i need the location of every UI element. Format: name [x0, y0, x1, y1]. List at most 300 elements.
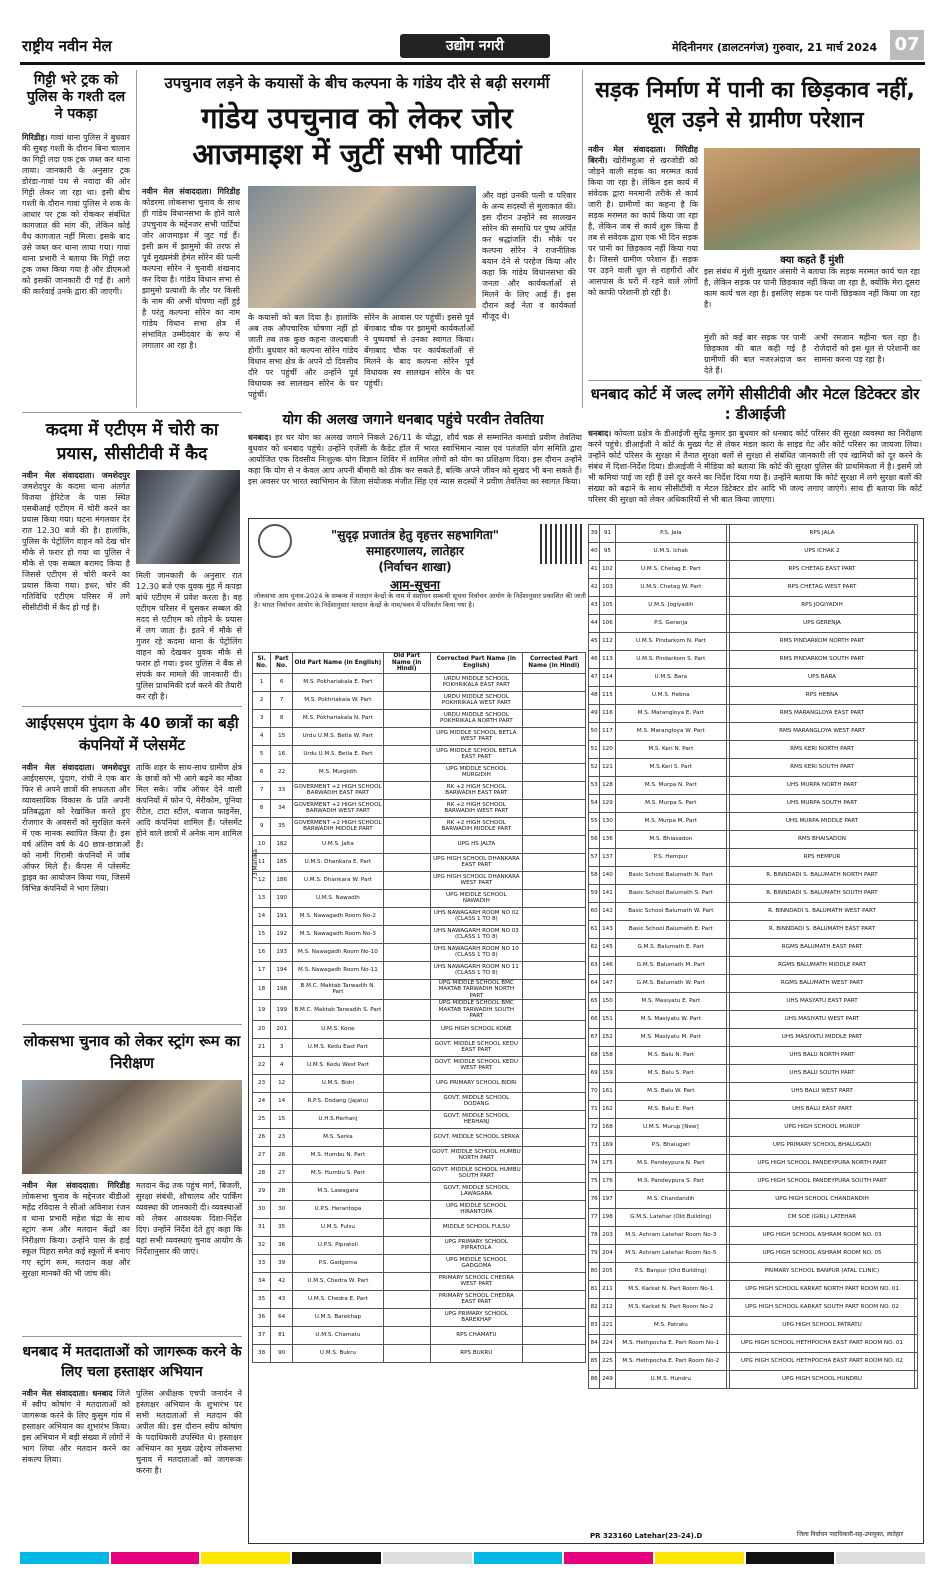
table-cell: U.P.S. Pipratoli	[293, 1236, 383, 1254]
table-cell	[914, 1191, 917, 1209]
gandey-col2: के कयासों को बल दिया है। हालांकि अब तक औपचारिक घोषणा नहीं हो जाती तब तक कुछ कहना जल्दबाजी होगी। बुधवार को कल्पना सोरेन गांडेय विधान सभा क्षेत्र के अपने दो दिवसीय दौरे पर पहुंचीं और उन्होंने पूर्व विधायक स्व सालखन सोरेन के घर पहुंचीं।	[248, 313, 358, 399]
table-cell: 194	[271, 961, 293, 979]
table-row	[589, 1083, 918, 1101]
table-cell: 33	[271, 781, 293, 799]
table-cell: UHS MASIYATU MIDDLE PART	[730, 1029, 914, 1047]
table-cell: 22	[271, 763, 293, 781]
table-cell	[914, 669, 917, 687]
table-row	[589, 1101, 918, 1119]
table-cell: U.M.S. Chedra W. Part	[293, 1272, 383, 1290]
table-cell: 130	[600, 813, 615, 831]
table-cell: 14	[253, 907, 271, 925]
table-row	[589, 1191, 918, 1209]
table-cell: 72	[589, 1119, 600, 1137]
table-row	[589, 1173, 918, 1191]
table-cell: 198	[600, 1209, 615, 1227]
table-cell: UPG HIGH SCHOOL PANDEYPURA NORTH PART	[730, 1155, 914, 1173]
table-cell	[522, 817, 585, 835]
table-cell	[383, 1272, 430, 1290]
table-cell: 95	[600, 543, 615, 561]
table-cell	[383, 727, 430, 745]
table-cell: R. BINNDADI S. BALUMATH WEST PART	[730, 903, 914, 921]
table-cell: UPG HIGH SCHOOL PATRATU	[730, 1317, 914, 1335]
table-cell: UPG HIGH SCHOOL DHANKARA EAST PART	[430, 853, 522, 871]
table-cell: RPS CHETAG EAST PART	[730, 561, 914, 579]
table-cell: P.S. Bhalugari	[615, 1137, 726, 1155]
table-cell: UPS ICHAK 2	[730, 543, 914, 561]
table-cell	[914, 1029, 917, 1047]
table-cell: 27	[253, 1146, 271, 1164]
table-cell	[383, 1290, 430, 1308]
table-cell	[914, 561, 917, 579]
table-cell: 38	[253, 1344, 271, 1362]
table-cell: M.S. Karkat N. Part Room No-1	[615, 1281, 726, 1299]
table-cell: 37	[253, 1326, 271, 1344]
gandey-col1	[142, 186, 240, 406]
table-cell: M.S. Masiyatu W. Part	[615, 1011, 726, 1029]
table-cell: 33	[253, 1254, 271, 1272]
table-cell: 78	[589, 1227, 600, 1245]
table-cell	[914, 1299, 917, 1317]
table-cell: 31	[253, 1218, 271, 1236]
vote-awareness-body	[22, 1388, 130, 1538]
table-cell: G.M.S. Balumath E. Part	[615, 939, 726, 957]
table-cell	[383, 871, 430, 889]
table-cell	[383, 979, 430, 1000]
table-cell	[522, 1236, 585, 1254]
table-cell: 193	[271, 943, 293, 961]
table-cell: 64	[589, 975, 600, 993]
table-cell: 41	[589, 561, 600, 579]
table-cell: M.S. Balu W. Part	[615, 1083, 726, 1101]
table-row	[589, 1317, 918, 1335]
atm-body	[22, 470, 130, 702]
road-body	[588, 144, 698, 376]
table-cell: 249	[600, 1371, 615, 1389]
table-cell	[383, 1344, 430, 1362]
table-cell	[522, 1308, 585, 1326]
table-row	[589, 525, 918, 543]
table-cell: 35	[271, 1218, 293, 1236]
notice-column-header: Sl. No.	[253, 653, 271, 674]
table-cell: 211	[600, 1281, 615, 1299]
masthead: राष्ट्रीय नवीन मेल	[22, 37, 112, 55]
table-cell: 3	[271, 1038, 293, 1056]
table-cell	[383, 745, 430, 763]
table-row	[589, 669, 918, 687]
table-cell	[522, 799, 585, 817]
table-cell: 69	[589, 1065, 600, 1083]
table-cell: 55	[589, 813, 600, 831]
table-cell: 56	[589, 831, 600, 849]
notice-table-header	[253, 653, 586, 674]
table-cell: 20	[253, 1020, 271, 1038]
table-row	[253, 853, 586, 871]
table-row	[589, 777, 918, 795]
table-row	[589, 759, 918, 777]
table-cell: 143	[600, 921, 615, 939]
table-cell: M.S. Murpa S. Part	[615, 795, 726, 813]
table-row	[589, 867, 918, 885]
table-cell: M.S. Pandeypura S. Part	[615, 1173, 726, 1191]
table-cell: M.S. Murpa N. Part	[615, 777, 726, 795]
table-cell: GOVT. MIDDLE SCHOOL LAWAGARA	[430, 1182, 522, 1200]
table-cell	[522, 853, 585, 871]
table-cell: 30	[271, 1200, 293, 1218]
table-cell	[383, 1200, 430, 1218]
table-cell: 113	[600, 651, 615, 669]
table-cell: 129	[600, 795, 615, 813]
table-cell: 142	[600, 903, 615, 921]
table-cell: MIDDLE SCHOOL FULSU	[430, 1218, 522, 1236]
section-rule	[588, 380, 922, 381]
table-cell: RK +2 HIGH SCHOOL BARWADIH WEST PART	[430, 799, 522, 817]
table-cell: 159	[600, 1065, 615, 1083]
table-row	[589, 1137, 918, 1155]
table-cell: 40	[589, 543, 600, 561]
table-cell: M.S. Pokhriakala W. Part	[293, 691, 383, 709]
table-cell: 169	[600, 1137, 615, 1155]
table-cell: 81	[589, 1281, 600, 1299]
table-cell: UPG HIGH SCHOOL CHANDANDIH	[730, 1191, 914, 1209]
table-cell: UPG HIGH SCHOOL DHANKARA WEST PART	[430, 871, 522, 889]
table-cell: M.S. Murpa M. Part	[615, 813, 726, 831]
table-cell: 34	[253, 1272, 271, 1290]
iism-lead: नवीन मेल संवाददाता। जमशेदपुर	[22, 763, 130, 772]
table-cell	[914, 831, 917, 849]
table-cell	[914, 741, 917, 759]
table-cell: 32	[253, 1236, 271, 1254]
table-row	[589, 993, 918, 1011]
table-cell: 5	[253, 745, 271, 763]
table-cell	[383, 1254, 430, 1272]
notice-title-2: समाहरणालय, लातेहार	[366, 544, 464, 558]
table-cell: GOVT. MIDDLE SCHOOL DODANG	[430, 1092, 522, 1110]
pr-number: PR 323160 Latehar(23-24).D	[590, 1532, 703, 1540]
table-row	[589, 705, 918, 723]
table-cell	[914, 993, 917, 1011]
table-cell: M.S. Nawagadh Room No-10	[293, 943, 383, 961]
table-cell: M.S. Nawagadh Room No-11	[293, 961, 383, 979]
table-cell	[914, 1281, 917, 1299]
table-cell: GOVT. MIDDLE SCHOOL KEDU WEST PART	[430, 1056, 522, 1074]
table-cell: U.M.S. Nawadih	[293, 889, 383, 907]
table-cell: 30	[253, 1200, 271, 1218]
notice-table-left	[252, 652, 586, 1536]
table-cell	[914, 579, 917, 597]
table-cell: PRIMARY SCHOOL BANPUR (ATAL CLINIC)	[730, 1263, 914, 1281]
table-cell	[522, 979, 585, 1000]
table-cell: M.S. Hethpocha E. Part Room No-2	[615, 1353, 726, 1371]
table-cell: 68	[589, 1047, 600, 1065]
table-cell	[522, 673, 585, 691]
table-cell	[522, 1254, 585, 1272]
table-cell: UPG HIGH SCHOOL ASHRAM ROOM NO. 05	[730, 1245, 914, 1263]
table-cell: 15	[271, 727, 293, 745]
table-cell: UPG HS JALTA	[430, 835, 522, 853]
section-rule	[22, 1024, 242, 1025]
table-cell: 62	[589, 939, 600, 957]
table-row	[253, 961, 586, 979]
table-cell	[914, 1173, 917, 1191]
table-cell: UHS NAWAGARH ROOM NO 03 (CLASS 1 TO 8)	[430, 925, 522, 943]
table-cell: U.M.S. Kone	[293, 1020, 383, 1038]
table-cell	[914, 1353, 917, 1371]
table-cell	[383, 799, 430, 817]
table-cell	[383, 673, 430, 691]
table-cell: GOVT. MIDDLE SCHOOL SERKA	[430, 1128, 522, 1146]
table-cell	[383, 835, 430, 853]
table-cell: 43	[271, 1290, 293, 1308]
gandey-col4: और वहां उनकी पत्नी व परिवार के अन्य सदस्यों से मुलाकात की। इस दौरान उन्होंने स्व सालखन सोरेन की समाधि पर पुष्प अर्पित कर श्रद्धांजलि दी। मौके पर कल्पना सोरेन ने राजनीतिक बयान देने से परहेज किया और कहा कि गांडेय विधानसभा की जनता और कार्यकर्ताओं से मिलने के लिए आई हैं। इस दौरान कई नेता व कार्यकर्ता मौजूद थे।	[482, 191, 576, 321]
table-row	[589, 903, 918, 921]
table-cell	[914, 543, 917, 561]
table-cell: 10	[253, 835, 271, 853]
table-row	[589, 651, 918, 669]
table-cell	[383, 1074, 430, 1092]
table-cell: UHS NAWAGARH ROOM NO 10 (CLASS 1 TO 8)	[430, 943, 522, 961]
table-cell: UPG HIGH SCHOOL PANDEYPURA SOUTH PART	[730, 1173, 914, 1191]
table-cell: 18	[253, 979, 271, 1000]
table-cell	[914, 921, 917, 939]
table-cell	[383, 1092, 430, 1110]
table-cell: UHS NAWAGARH ROOM NO 11 (CLASS 1 TO 8)	[430, 961, 522, 979]
table-cell: M.S. Masiyatu M. Part	[615, 1029, 726, 1047]
table-cell: RPS CHAMATU	[430, 1326, 522, 1344]
table-cell: UPG MIDDLE SCHOOL MURGIDIH	[430, 763, 522, 781]
table-cell: M.S. Serka	[293, 1128, 383, 1146]
table-cell: 141	[600, 885, 615, 903]
table-cell: 120	[600, 741, 615, 759]
table-cell	[914, 525, 917, 543]
table-cell: Basic School Balumath E. Part	[615, 921, 726, 939]
table-cell: 150	[600, 993, 615, 1011]
table-cell: 6	[271, 673, 293, 691]
table-cell: G.M.S. Latehar (Old Building)	[615, 1209, 726, 1227]
table-cell	[914, 975, 917, 993]
table-cell: 186	[271, 871, 293, 889]
table-cell: 17	[253, 961, 271, 979]
table-cell: 53	[589, 777, 600, 795]
table-cell	[522, 781, 585, 799]
table-cell: 35	[271, 817, 293, 835]
table-cell: 82	[589, 1299, 600, 1317]
table-cell: 146	[600, 957, 615, 975]
gandey-headline: गांडेय उपचुनाव को लेकर जोर आजमाइश में जुटीं सभी पार्टियां	[192, 101, 522, 171]
table-cell: UPG HIGH SCHOOL KARKAT NORTH PART ROOM NO. 01	[730, 1281, 914, 1299]
table-cell: U.M.S. Jalta	[293, 835, 383, 853]
table-cell	[383, 1038, 430, 1056]
table-cell: 77	[589, 1209, 600, 1227]
table-row	[253, 871, 586, 889]
yoga-text: हर घर योग का अलख जगाने निकले 26/11 के योद्धा, शौर्य चक्र से सम्मानित कमांडो प्रवीण तेवतिया बुधवार को धनबाद पहुंचे। उन्होंने एजेंसी के कैडेट हॉल में भारत स्वाभिमान न्यास एवं पतंजलि योग समिति द्वारा आयोजित एक दिवसीय निःशुल्क योग विज्ञान शिविर में शामिल लोगों को योग का प्रशिक्षण दिया। इस दौरान उन्होंने कहा कि योग से न केवल आप अपनी बीमारी को ठीक कर सकते हैं, बल्कि अपने जीवन को सुखद भी बना सकते हैं। इस अवसर पर भारत स्वाभिमान के जिला संयोजक मंजीत सिंह एवं न्यास सदस्यों ने प्रवीण तेवतिया का स्वागत किया।	[248, 433, 582, 486]
table-row	[253, 1020, 586, 1038]
table-row	[589, 1227, 918, 1245]
table-row	[589, 633, 918, 651]
table-cell: 60	[589, 903, 600, 921]
table-row	[253, 1290, 586, 1308]
table-cell: U.M.S. Dhankara E. Part	[293, 853, 383, 871]
table-cell: 191	[271, 907, 293, 925]
table-cell: M.S. Pokhariakala E. Part	[293, 673, 383, 691]
table-cell: UHS NAWAGARH ROOM NO 02 (CLASS 1 TO 8)	[430, 907, 522, 925]
table-cell: Urdu U.M.S. Betla W. Part	[293, 727, 383, 745]
table-cell: 4	[271, 1056, 293, 1074]
table-cell: 85	[589, 1353, 600, 1371]
table-cell: M.S. Marangloya W. Part	[615, 723, 726, 741]
table-cell: P.S. Jala	[615, 525, 726, 543]
gandey-lead: नवीन मेल संवाददाता। गिरिडीह	[142, 187, 240, 196]
table-cell: 140	[600, 867, 615, 885]
table-cell: U.P.S. Herantopa	[293, 1200, 383, 1218]
table-cell	[914, 1011, 917, 1029]
table-cell: URDU MIDDLE SCHOOL POKHRIKALA NORTH PART	[430, 709, 522, 727]
table-cell	[914, 1137, 917, 1155]
table-cell: UHS MURPA SOUTH PART	[730, 795, 914, 813]
table-row	[253, 925, 586, 943]
table-cell: U.M.S. Jogiyadih	[615, 597, 726, 615]
table-cell: 102	[600, 561, 615, 579]
table-cell	[522, 1164, 585, 1182]
table-cell: 39	[271, 1254, 293, 1272]
table-cell: M.S. Ashram Latehar Room No-5	[615, 1245, 726, 1263]
table-row	[589, 1155, 918, 1173]
table-cell	[522, 1000, 585, 1021]
table-cell: 59	[589, 885, 600, 903]
table-cell: RMS MARANGLOYA WEST PART	[730, 723, 914, 741]
table-row	[589, 1245, 918, 1263]
atm-text: जमशेदपुर के कदमा थाना अंतर्गत विजया हेरिटेज के पास स्थित एसबीआई एटीएम में चोरी करने का प्रयास किया गया। घटना मंगलवार देर रात 12.30 बजे की है। हालांकि, पुलिस के पेट्रोलिंग वाहन को देख चोर मौके से फरार हो गया था पुलिस ने मौके से एक सब्बल बरामद किया है जिससे एटीएम से चोरी करने का प्रयास किया गया। इधर, चोर की गतिविधि एटीएम परिसर में लगे सीसीटीवी में कैद हो गई है।	[22, 482, 130, 612]
table-row	[589, 1263, 918, 1281]
table-cell: 25	[253, 1110, 271, 1128]
table-cell: 204	[600, 1245, 615, 1263]
iism-body	[22, 762, 130, 1020]
table-cell: UPG MIDDLE SCHOOL BMC MAKTAB TARWADIH NORTH PART	[430, 979, 522, 1000]
table-cell	[522, 961, 585, 979]
table-cell: 197	[600, 1191, 615, 1209]
table-row	[253, 745, 586, 763]
table-cell	[914, 813, 917, 831]
table-cell	[522, 1182, 585, 1200]
table-row	[253, 889, 586, 907]
table-cell: 71	[589, 1101, 600, 1119]
table-cell	[914, 687, 917, 705]
table-cell: 16	[271, 745, 293, 763]
table-cell: GOVT. MIDDLE SCHOOL HUMBU SOUTH PART	[430, 1164, 522, 1182]
table-cell: URDU MIDDLE SCHOOL POKHRIKALA EAST PART	[430, 673, 522, 691]
table-cell	[914, 723, 917, 741]
table-row	[253, 1128, 586, 1146]
table-cell: GOVERMENT +2 HIGH SCHOOL BARWADIH WEST PART	[293, 799, 383, 817]
table-cell	[383, 1128, 430, 1146]
table-row	[253, 727, 586, 745]
table-cell: 80	[589, 1263, 600, 1281]
table-row	[589, 939, 918, 957]
table-cell: U.M.S. Pindarkom N. Part	[615, 633, 726, 651]
table-cell: 6	[253, 763, 271, 781]
table-cell: 175	[600, 1155, 615, 1173]
table-cell: GOVT. MIDDLE SCHOOL KEDU EAST PART	[430, 1038, 522, 1056]
table-row	[589, 723, 918, 741]
table-cell: 67	[589, 1029, 600, 1047]
table-cell	[383, 925, 430, 943]
table-cell: 128	[600, 777, 615, 795]
table-row	[589, 921, 918, 939]
table-row	[253, 943, 586, 961]
table-cell	[914, 759, 917, 777]
strong-room-headline: लोकसभा चुनाव को लेकर स्ट्रांग रूम का निरीक्षण	[23, 1032, 241, 1072]
table-cell: 19	[253, 1000, 271, 1021]
table-cell: UPG HIGH SCHOOL HUNDRU	[730, 1371, 914, 1389]
gandey-col1-text: कोडरमा लोकसभा चुनाव के साथ ही गांडेय विधानसभा के होने वाले उपचुनाव के मद्देनजर सभी पार्टियां जोर आजमाइश में जुट गई हैं। इसी क्रम में झामुमो की तरफ से पूर्व मुख्यमंत्री हेमंत सोरेन की पत्नी कल्पना सोरेन ने चुनावी शंखनाद कर दिया है। गांडेय विधान सभा से झामुमो प्रत्याशी के तौर पर किसी के नाम की अभी घोषणा नहीं हुई है परंतु कल्पना सोरेन का नाम गांडेय विधान सभा क्षेत्र में संभावित उम्मीदवार के रूप में लगातार आ रहा है।	[142, 198, 240, 350]
table-cell: 34	[271, 799, 293, 817]
table-cell	[383, 1236, 430, 1254]
table-cell	[383, 1164, 430, 1182]
table-cell: RMS BHAISADON	[730, 831, 914, 849]
table-cell: 63	[589, 957, 600, 975]
table-row	[253, 1000, 586, 1021]
table-cell: 66	[589, 1011, 600, 1029]
table-row	[589, 1353, 918, 1371]
table-cell: UPG PRIMARY SCHOOL BAREKHAP	[430, 1308, 522, 1326]
truck-lead: गिरिडीह।	[22, 133, 48, 142]
strong-room-lead: नवीन मेल संवाददाता। गिरिडीह	[22, 1181, 130, 1190]
dateline: मेदिनीनगर (डालटनगंज) गुरुवार, 21 मार्च 2024	[672, 41, 878, 54]
gandey-kicker: उपचुनाव लड़ने के कयासों के बीच कल्पना के गांडेय दौरे से बढ़ी सरगर्मी	[164, 74, 550, 92]
table-row	[253, 691, 586, 709]
strong-room-body2: मतदान केंद्र तक पहुंच मार्ग, बिजली, सुरक्षा संबंधी, शौचालय और पार्किंग व्यवस्था की जानकारी दी। व्यवस्थाओं को लेकर आवश्यक दिशा-निर्देश दिए। उन्होंने निर्देश देते हुए कहा कि यहां सभी व्यवस्थाएं चुनाव आयोग के निर्देशानुसार की जाएं।	[136, 1181, 242, 1256]
table-cell: 8	[271, 709, 293, 727]
table-cell	[522, 1218, 585, 1236]
table-cell: 75	[589, 1173, 600, 1191]
table-cell: UPG HIGH SCHOOL KARKAT SOUTH PART ROOM NO. 02	[730, 1299, 914, 1317]
table-cell: UPS GERENJA	[730, 615, 914, 633]
table-cell: U.M.S. Barekhap	[293, 1308, 383, 1326]
table-cell: UHS MURPA NORTH PART	[730, 777, 914, 795]
table-cell: 43	[589, 597, 600, 615]
notice-column-header: Part No.	[271, 653, 293, 674]
table-row	[589, 1371, 918, 1389]
table-cell: U.M.S. Bara	[615, 669, 726, 687]
table-cell	[914, 1155, 917, 1173]
table-cell: UPG MIDDLE SCHOOL BMC MAKTAB TARWADIH SOUTH PART	[430, 1000, 522, 1021]
table-cell	[522, 1344, 585, 1362]
column-rule	[136, 70, 137, 408]
table-cell: M.S. Lawagara	[293, 1182, 383, 1200]
table-cell: 90	[271, 1344, 293, 1362]
table-cell	[522, 1272, 585, 1290]
atm-photo	[136, 470, 240, 564]
table-cell	[383, 1218, 430, 1236]
table-cell: Basic School Balumath W. Part	[615, 903, 726, 921]
table-cell: 44	[589, 615, 600, 633]
table-cell: R. BINNDADI S. BALUMATH EAST PART	[730, 921, 914, 939]
iism-body2: ताकि शहर के साथ-साथ ग्रामीण क्षेत्र के छात्रों को भी आगे बढ़ने का मौका मिल सके। जॉब ऑफर देने वाली कंपनियों में फोन पे, मेरीकोम, पूनिया रीटेल, टाटा स्टील, बजाज फाइनेंस, आदि कंपनियां शामिल हैं। प्लेसमेंट होने वाले छात्रों में अनेक नाम शामिल हैं।	[136, 763, 242, 849]
table-row	[589, 1065, 918, 1083]
table-row	[253, 1092, 586, 1110]
table-cell: UPG PRIMARY SCHOOL BHALUGADI	[730, 1137, 914, 1155]
table-cell: 9	[253, 817, 271, 835]
table-cell	[914, 957, 917, 975]
table-row	[253, 709, 586, 727]
table-cell: 58	[589, 867, 600, 885]
road-lead: नवीन मेल संवाददाता। गिरिडीह बिरनी।	[588, 145, 698, 165]
table-cell: 22	[253, 1056, 271, 1074]
table-cell: U.H.S.Herhanj	[293, 1110, 383, 1128]
table-row	[253, 1200, 586, 1218]
road-col2: मुंशी को कई बार सड़क पर पानी छिड़काव की बात कही गई है ग्रामीणों की बात नजरअंदाज कर देते हैं।	[704, 333, 806, 375]
ballot-logo	[540, 524, 584, 564]
